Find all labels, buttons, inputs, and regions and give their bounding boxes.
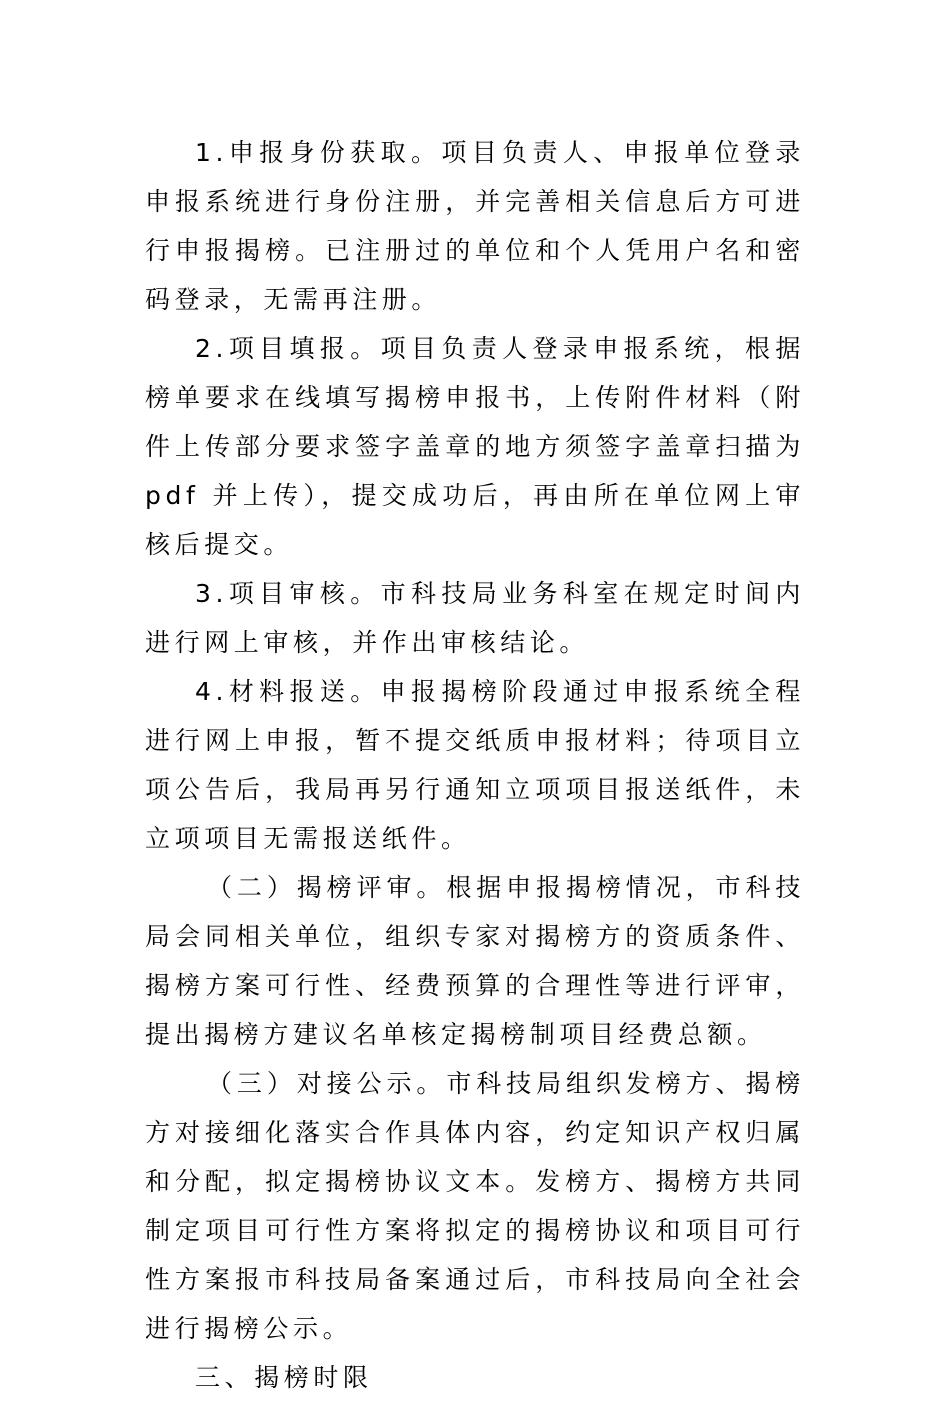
- paragraph-identity-registration: 1.申报身份获取。项目负责人、申报单位登录申报系统进行身份注册，并完善相关信息后方可进行申报揭榜。已注册过的单位和个人凭用户名和密码登录，无需再注册。: [145, 138, 805, 314]
- paragraph-project-review: 3.项目审核。市科技局业务科室在规定时间内进行网上审核，并作出审核结论。: [145, 579, 805, 657]
- section-heading-time-limit: 三、揭榜时限: [195, 1363, 373, 1392]
- document-page: [145, 128, 805, 1402]
- paragraph-project-filing: 2.项目填报。项目负责人登录申报系统，根据榜单要求在线填写揭榜申报书，上传附件材料（附件上传部分要求签字盖章的地方须签字盖章扫描为 pdf 并上传），提交成功后，再由所在单位网上审核后提交。: [145, 334, 805, 559]
- paragraph-bid-evaluation: （二）揭榜评审。根据申报揭榜情况，市科技局会同相关单位，组织专家对揭榜方的资质条件、揭榜方案可行性、经费预算的合理性等进行评审，提出揭榜方建议名单核定揭榜制项目经费总额。: [145, 873, 805, 1049]
- paragraph-docking-publicity: （三）对接公示。市科技局组织发榜方、揭榜方对接细化落实合作具体内容，约定知识产权归属和分配，拟定揭榜协议文本。发榜方、揭榜方共同制定项目可行性方案将拟定的揭榜协议和项目可行性方案报市科技局备案通过后，市科技局向全社会进行揭榜公示。: [145, 1069, 805, 1343]
- paragraph-material-submission: 4.材料报送。申报揭榜阶段通过申报系统全程进行网上申报，暂不提交纸质申报材料；待项目立项公告后，我局再另行通知立项项目报送纸件，未立项项目无需报送纸件。: [145, 677, 805, 853]
